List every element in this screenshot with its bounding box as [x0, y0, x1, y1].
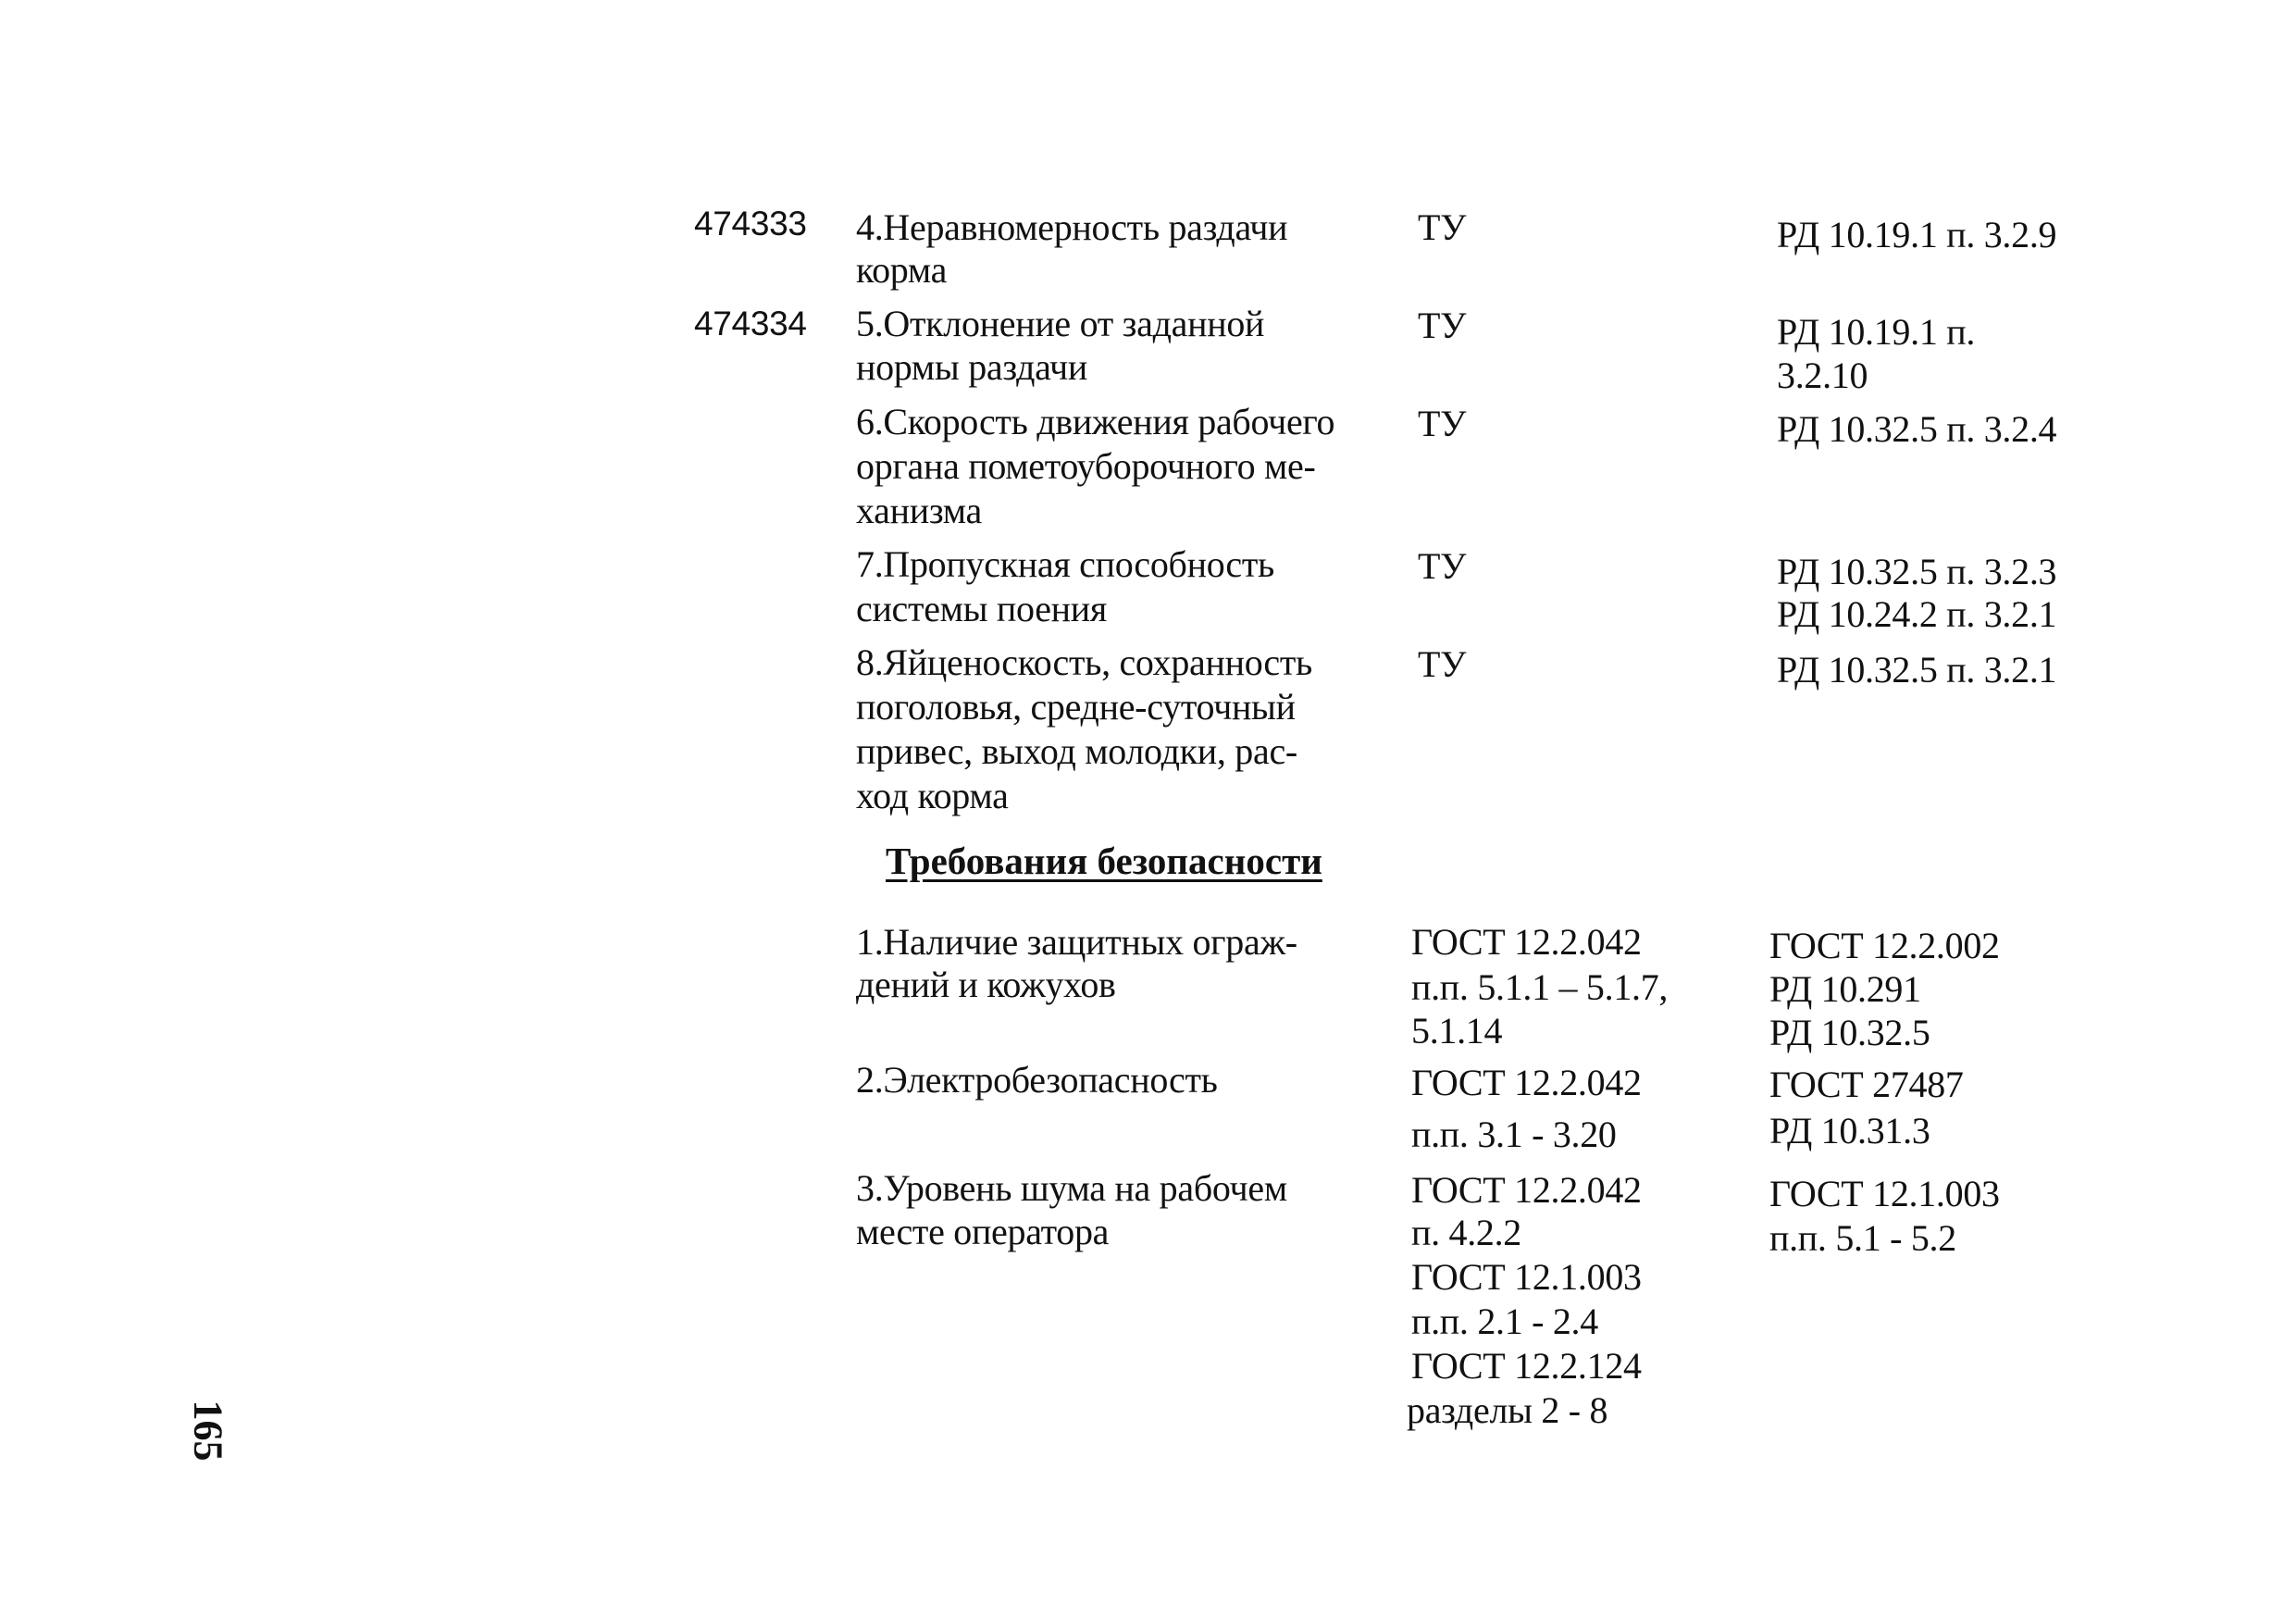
- row-item-line: поголовья, средне-суточный: [856, 686, 1296, 728]
- row-item-line: системы поения: [856, 588, 1107, 629]
- row-code: 474333: [694, 205, 807, 243]
- safety-method: ГОСТ 12.1.003: [1769, 1173, 2000, 1214]
- row-item-line: ханизма: [856, 490, 982, 531]
- row-norm: ТУ: [1418, 403, 1467, 444]
- safety-item-line: 2.Электробезопасность: [856, 1059, 1218, 1101]
- safety-method: п.п. 5.1 - 5.2: [1769, 1217, 1956, 1259]
- row-item-line: привес, выход молодки, рас-: [856, 730, 1297, 772]
- safety-norm: п.п. 3.1 - 3.20: [1411, 1114, 1617, 1155]
- row-item-line: органа пометоуборочного ме-: [856, 445, 1316, 487]
- section-title: Требования безопасности: [886, 840, 1322, 882]
- safety-method: ГОСТ 27487: [1769, 1064, 1964, 1105]
- safety-method: РД 10.32.5: [1769, 1012, 1930, 1053]
- safety-norm: ГОСТ 12.2.124: [1411, 1345, 1642, 1387]
- safety-norm: п.п. 2.1 - 2.4: [1411, 1301, 1598, 1342]
- row-item-line: ход корма: [856, 775, 1009, 816]
- row-item-line: 7.Пропускная способность: [856, 543, 1274, 585]
- row-method: РД 10.19.1 п. 3.2.9: [1777, 214, 2057, 255]
- row-norm: ТУ: [1418, 305, 1467, 346]
- safety-method: РД 10.31.3: [1769, 1110, 1930, 1151]
- safety-item-line: 1.Наличие защитных ограж-: [856, 921, 1297, 963]
- safety-item-line: 3.Уровень шума на рабочем: [856, 1167, 1287, 1209]
- row-method: РД 10.32.5 п. 3.2.3: [1777, 551, 2057, 592]
- row-method: РД 10.32.5 п. 3.2.1: [1777, 649, 2057, 691]
- row-item-line: корма: [856, 249, 948, 291]
- row-item-line: 5.Отклонение от заданной: [856, 303, 1265, 344]
- row-method: 3.2.10: [1777, 355, 1868, 396]
- row-norm: ТУ: [1418, 206, 1467, 248]
- safety-norm: ГОСТ 12.2.042: [1411, 1062, 1642, 1103]
- row-method: РД 10.24.2 п. 3.2.1: [1777, 593, 2057, 635]
- safety-norm: п. 4.2.2: [1411, 1212, 1522, 1253]
- row-item-line: нормы раздачи: [856, 346, 1087, 388]
- row-code: 474334: [694, 305, 807, 342]
- row-item-line: 4.Неравномерность раздачи: [856, 206, 1288, 248]
- row-item-line: 8.Яйценоскость, сохранность: [856, 641, 1312, 683]
- row-method: РД 10.19.1 п.: [1777, 311, 1976, 353]
- safety-norm: разделы 2 - 8: [1407, 1389, 1608, 1431]
- safety-norm: 5.1.14: [1411, 1010, 1503, 1052]
- safety-norm: ГОСТ 12.2.042: [1411, 1169, 1642, 1211]
- safety-method: ГОСТ 12.2.002: [1769, 925, 2000, 966]
- row-norm: ТУ: [1418, 643, 1467, 685]
- safety-norm: п.п. 5.1.1 – 5.1.7,: [1411, 966, 1669, 1008]
- page-number: 165: [185, 1400, 231, 1462]
- safety-method: РД 10.291: [1769, 968, 1921, 1010]
- safety-norm: ГОСТ 12.1.003: [1411, 1256, 1642, 1298]
- safety-norm: ГОСТ 12.2.042: [1411, 921, 1642, 963]
- safety-item-line: месте оператора: [856, 1211, 1110, 1252]
- safety-item-line: дений и кожухов: [856, 964, 1116, 1005]
- row-norm: ТУ: [1418, 545, 1467, 587]
- row-item-line: 6.Скорость движения рабочего: [856, 401, 1335, 442]
- row-method: РД 10.32.5 п. 3.2.4: [1777, 408, 2057, 450]
